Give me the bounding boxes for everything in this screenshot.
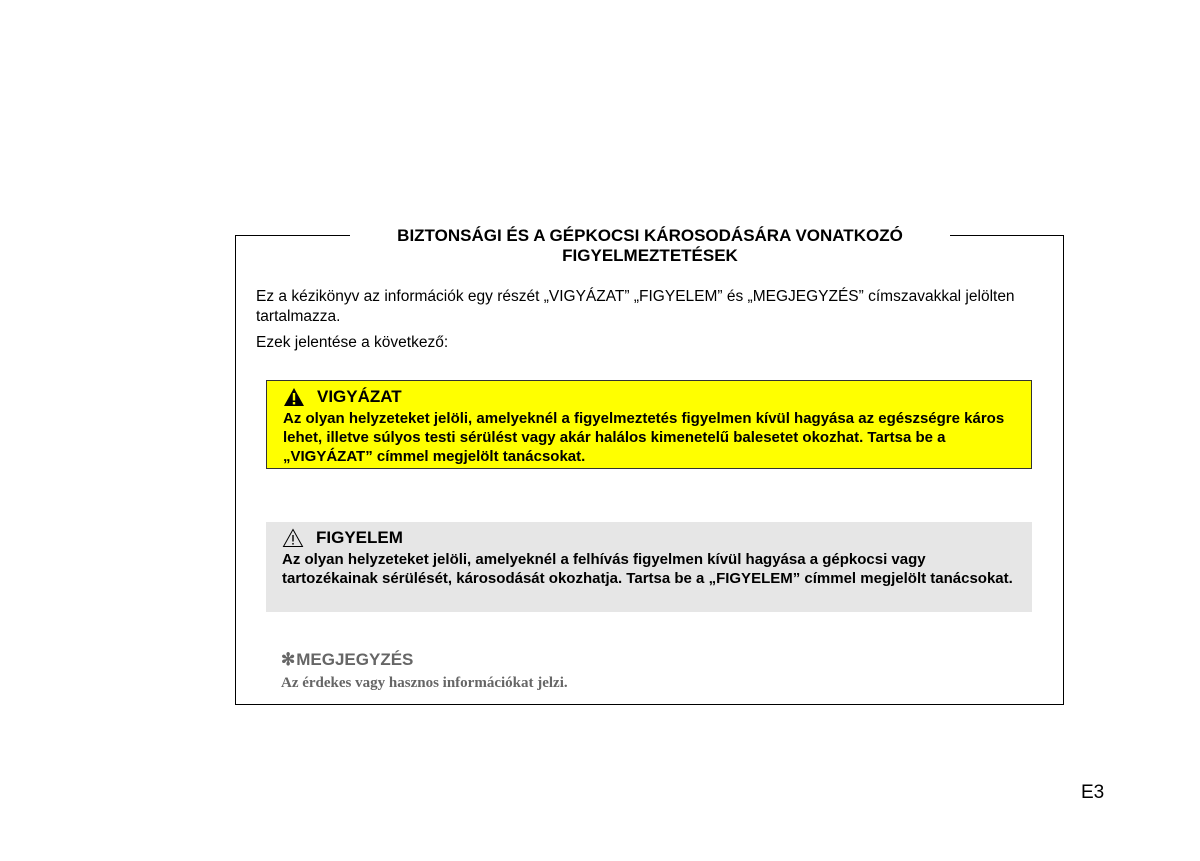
warning-triangle-filled-icon (283, 387, 305, 407)
note-section (281, 649, 1021, 693)
warning-box-title: VIGYÁZAT (317, 387, 402, 406)
warning-triangle-outline-icon (282, 528, 304, 548)
warning-box-header (283, 386, 1017, 408)
caution-box (266, 522, 1032, 612)
warning-box (266, 380, 1032, 469)
note-text: Az érdekes vagy hasznos információkat jelzi. (281, 675, 568, 691)
warning-box-text: Az olyan helyzeteket jelöli, amelyeknél a figyelmeztetés figyelmen kívül hagyása az egészségre káros lehet, illetve súlyos testi sérülést vagy akár halálos kimenetelű balesetet okozhat. Tartsa be a „VIGYÁZAT” címmel megjelölt tanácsokat. (283, 410, 1005, 465)
note-title: MEGJEGYZÉS (296, 650, 414, 669)
page-number: E3 (1081, 782, 1105, 803)
caution-box-header (282, 527, 1018, 549)
intro-text (256, 287, 1016, 359)
section-heading (350, 226, 950, 266)
note-header (281, 649, 1021, 671)
asterisk-icon: ✻ (281, 650, 296, 669)
intro-meaning: Ezek jelentése a következő: (256, 334, 449, 351)
section-heading-line1: BIZTONSÁGI ÉS A GÉPKOCSI KÁROSODÁSÁRA VONATKOZÓ (397, 226, 903, 245)
caution-box-title: FIGYELEM (316, 528, 403, 547)
section-heading-line2: FIGYELMEZTETÉSEK (562, 246, 738, 265)
intro-paragraph: Ez a kézikönyv az információk egy részét „VIGYÁZAT” „FIGYELEM” és „MEGJEGYZÉS” címszavakkal jelölten tartalmazza. (256, 288, 1015, 325)
caution-box-text: Az olyan helyzeteket jelöli, amelyeknél a felhívás figyelmen kívül hagyása a gépkocsi vagy tartozékainak sérülését, károsodását okozhatja. Tartsa be a „FIGYELEM” címmel megjelölt tanácsokat. (282, 551, 1013, 587)
